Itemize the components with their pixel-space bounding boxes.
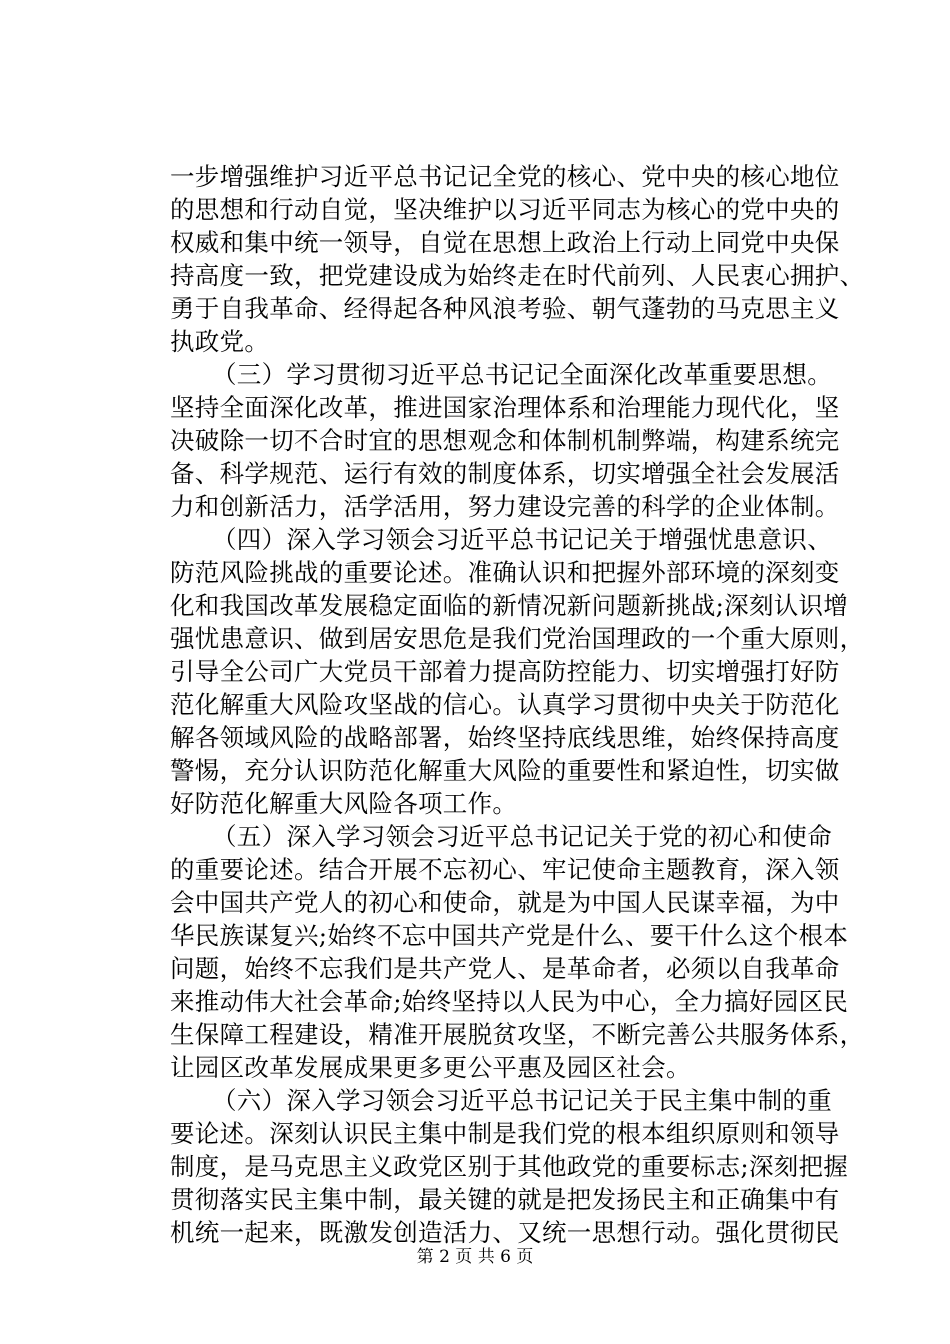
section-heading-6: （六）深入学习领会习近平总书记记关于民主集中制的重 [212, 1086, 832, 1115]
text-line: 会中国共产党人的初心和使命，就是为中国人民谋幸福，为中 [170, 888, 840, 917]
text-line: 好防范化解重大风险各项工作。 [170, 789, 518, 818]
text-line: 强忧患意识、做到居安思危是我们党治国理政的一个重大原则， [170, 624, 865, 653]
body-text [170, 160, 865, 1249]
text-line: 力和创新活力，活学活用，努力建设完善的科学的企业体制。 [170, 492, 840, 521]
text-line: 机统一起来，既激发创造活力、又统一思想行动。强化贯彻民 [170, 1218, 840, 1247]
text-line: 权威和集中统一领导，自觉在思想上政治上行动上同党中央保 [170, 228, 840, 257]
text-line: 来推动伟大社会革命;始终坚持以人民为中心，全力搞好园区民 [170, 987, 849, 1016]
text-line: 引导全公司广大党员干部着力提高防控能力、切实增强打好防 [170, 657, 840, 686]
text-line: 华民族谋复兴;始终不忘中国共产党是什么、要干什么这个根本 [170, 921, 849, 950]
text-line: 决破除一切不合时宜的思想观念和体制机制弊端，构建系统完 [170, 426, 840, 455]
text-line: 要论述。深刻认识民主集中制是我们党的根本组织原则和领导 [170, 1119, 840, 1148]
text-line: 贯彻落实民主集中制，最关键的就是把发扬民主和正确集中有 [170, 1185, 840, 1214]
page-number-footer: 第 2 页 共 6 页 [416, 1247, 534, 1267]
section-heading-4: （四）深入学习领会习近平总书记记关于增强忧患意识、 [212, 525, 832, 554]
text-line: 的重要论述。结合开展不忘初心、牢记使命主题教育，深入领 [170, 855, 840, 884]
text-line: 备、科学规范、运行有效的制度体系，切实增强全社会发展活 [170, 459, 840, 488]
text-line: 制度，是马克思主义政党区别于其他政党的重要标志;深刻把握 [170, 1152, 849, 1181]
section-heading-3: （三）学习贯彻习近平总书记记全面深化改革重要思想。 [212, 360, 832, 389]
text-line: 让园区改革发展成果更多更公平惠及园区社会。 [170, 1053, 691, 1082]
text-line: 执政党。 [170, 327, 270, 356]
section-heading-5: （五）深入学习领会习近平总书记记关于党的初心和使命 [212, 822, 832, 851]
text-line: 坚持全面深化改革，推进国家治理体系和治理能力现代化，坚 [170, 393, 840, 422]
text-line: 警惕，充分认识防范化解重大风险的重要性和紧迫性，切实做 [170, 756, 840, 785]
text-line: 范化解重大风险攻坚战的信心。认真学习贯彻中央关于防范化 [170, 690, 840, 719]
text-line: 化和我国改革发展稳定面临的新情况新问题新挑战;深刻认识增 [170, 591, 849, 620]
text-line: 问题，始终不忘我们是共产党人、是革命者，必须以自我革命 [170, 954, 840, 983]
text-line: 解各领域风险的战略部署，始终坚持底线思维，始终保持高度 [170, 723, 840, 752]
text-line: 生保障工程建设，精准开展脱贫攻坚，不断完善公共服务体系， [170, 1020, 865, 1049]
text-line: 防范风险挑战的重要论述。准确认识和把握外部环境的深刻变 [170, 558, 840, 587]
text-line: 一步增强维护习近平总书记记全党的核心、党中央的核心地位 [170, 162, 840, 191]
text-line: 的思想和行动自觉，坚决维护以习近平同志为核心的党中央的 [170, 195, 840, 224]
text-line: 勇于自我革命、经得起各种风浪考验、朝气蓬勃的马克思主义 [170, 294, 840, 323]
text-line: 持高度一致，把党建设成为始终走在时代前列、人民衷心拥护、 [170, 261, 865, 290]
